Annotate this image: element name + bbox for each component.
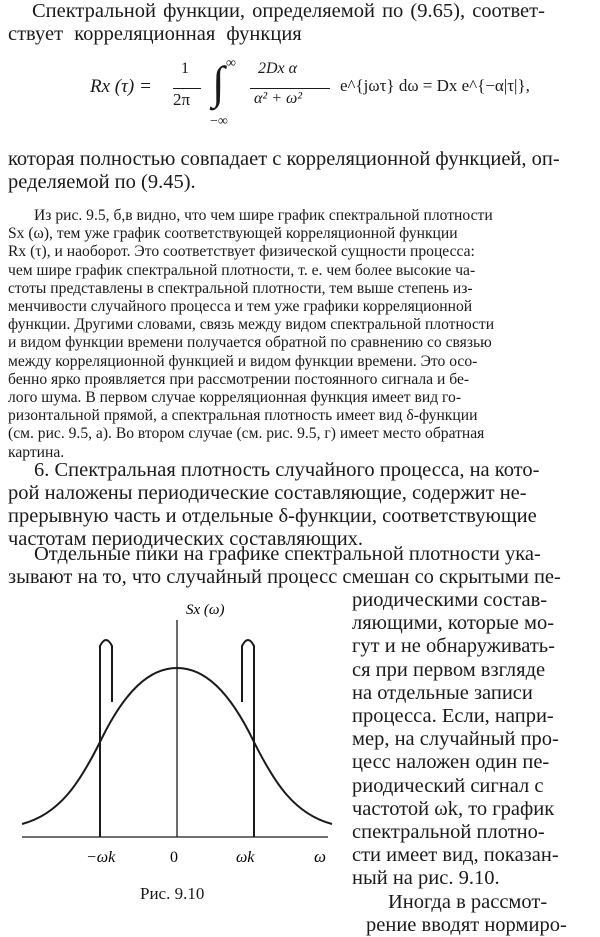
- fraction-denominator: α² + ω²: [254, 90, 303, 107]
- text-line: прерывную часть и отдельные δ-функции, соответствующие: [8, 505, 537, 527]
- text-line: мер, на случайный про-: [352, 728, 559, 751]
- text-line: Из рис. 9.5, б,в видно, что чем шире график спектральной плотности: [34, 207, 493, 224]
- text-line: картина.: [8, 443, 65, 461]
- text-line: лого шума. В первом случае корреляционная функция имеет вид го-: [8, 389, 462, 407]
- equation: [60, 56, 580, 136]
- text-line: частотой ωk, то график: [352, 797, 555, 820]
- text-line: Rx (τ), и наоборот. Это соответствует физической сущности процесса:: [8, 243, 475, 261]
- y-axis-label: Sx (ω): [186, 602, 225, 618]
- fraction-numerator: 2Dx α: [258, 60, 298, 77]
- text-line: рой наложены периодические составляющие, содержит не-: [8, 482, 527, 504]
- equation-lhs: Rx (τ) =: [90, 76, 152, 97]
- integral-lower-limit: −∞: [210, 114, 228, 129]
- text-line: Отдельные пики на графике спектральной плотности ука-: [34, 543, 541, 565]
- text-line: ный на рис. 9.10.: [352, 867, 500, 890]
- text-line: частотам периодических составляющих.: [8, 528, 364, 550]
- text-line: Sx (ω), тем уже график соответствующей корреляционной функции: [8, 225, 458, 243]
- text-line: на отдельные записи: [352, 681, 533, 704]
- text-line: гут и не обнаруживать-: [352, 635, 555, 658]
- text-line: стоты представлены в спектральной плотности, тем выше степень из-: [8, 279, 473, 297]
- text-line: функции. Другими словами, связь между видом спектральной плотности: [8, 316, 495, 334]
- text-line: цесс наложен один пе-: [352, 751, 550, 774]
- text-line: между корреляционной функцией и видом функции времени. Это осо-: [8, 352, 478, 370]
- tick-label-neg-omega-k: −ωk: [86, 849, 116, 866]
- text-line: риодическими состав-: [352, 589, 548, 611]
- integral-upper-limit: ∞: [226, 56, 236, 71]
- text-line: бенно ярко проявляется при рассмотрении постоянного сигнала и бе-: [8, 370, 470, 388]
- fraction-numerator: 1: [181, 60, 189, 77]
- text-line: 6. Спектральная плотность случайного процесса, на кото-: [34, 459, 540, 481]
- figure-9-10: [0, 592, 360, 912]
- text-line: ся при первом взгляде: [352, 658, 546, 681]
- right-column-text: [352, 589, 580, 937]
- tick-label-omega-k: ωk: [236, 849, 255, 866]
- peaks-paragraph: [8, 543, 580, 589]
- text-line: которая полностью совпадает с корреляционной функцией, оп-: [8, 148, 560, 170]
- text-line: риодический сигнал с: [352, 774, 544, 797]
- text-line: ствует корреляционная функция: [8, 23, 302, 45]
- text-line: менчивости случайного процесса и тем уже графики корреляционной: [8, 298, 473, 316]
- text-line: зывают на то, что случайный процесс смешан со скрытыми пе-: [8, 566, 561, 588]
- integral-sign: ∫: [212, 57, 225, 108]
- after-equation-paragraph: [8, 148, 580, 194]
- text-line: (см. рис. 9.5, а). Во втором случае (см. рис. 9.5, г) имеет место обратная: [8, 425, 485, 443]
- x-axis-label: ω: [314, 847, 327, 866]
- equation-rhs: e^{jωτ} dω = Dx e^{−α|τ|},: [340, 76, 530, 95]
- fraction-bar: [173, 88, 201, 89]
- text-line: ляющими, которые мо-: [352, 612, 555, 635]
- text-line: сти имеет вид, показан-: [352, 844, 559, 867]
- fraction-denominator: 2π: [173, 90, 191, 109]
- text-line: чем шире график спектральной плотности, т. е. чем более высокие ча-: [8, 261, 476, 279]
- fraction-bar: [250, 88, 330, 89]
- text-line: и видом функции времени получается обратной по сравнению со связью: [8, 334, 492, 352]
- text-line: Иногда в рассмот-: [388, 890, 548, 913]
- text-line: ризонтальной прямой, а спектральная плотность имеет вид δ-функции: [8, 407, 478, 425]
- figure-caption: Рис. 9.10: [140, 884, 205, 903]
- text-line: ределяемой по (9.45).: [8, 171, 196, 193]
- text-line: спектральной плотно-: [352, 821, 545, 844]
- intro-paragraph: [8, 0, 580, 46]
- text-line: Спектральной функции, определяемой по (9.65), соответ-: [32, 0, 545, 22]
- text-line: рение вводят нормиро-: [366, 913, 567, 936]
- tick-label-zero: 0: [170, 849, 178, 866]
- text-line: процесса. Если, напри-: [352, 705, 554, 728]
- small-print-paragraph: [8, 207, 580, 462]
- item-6-paragraph: [8, 459, 580, 551]
